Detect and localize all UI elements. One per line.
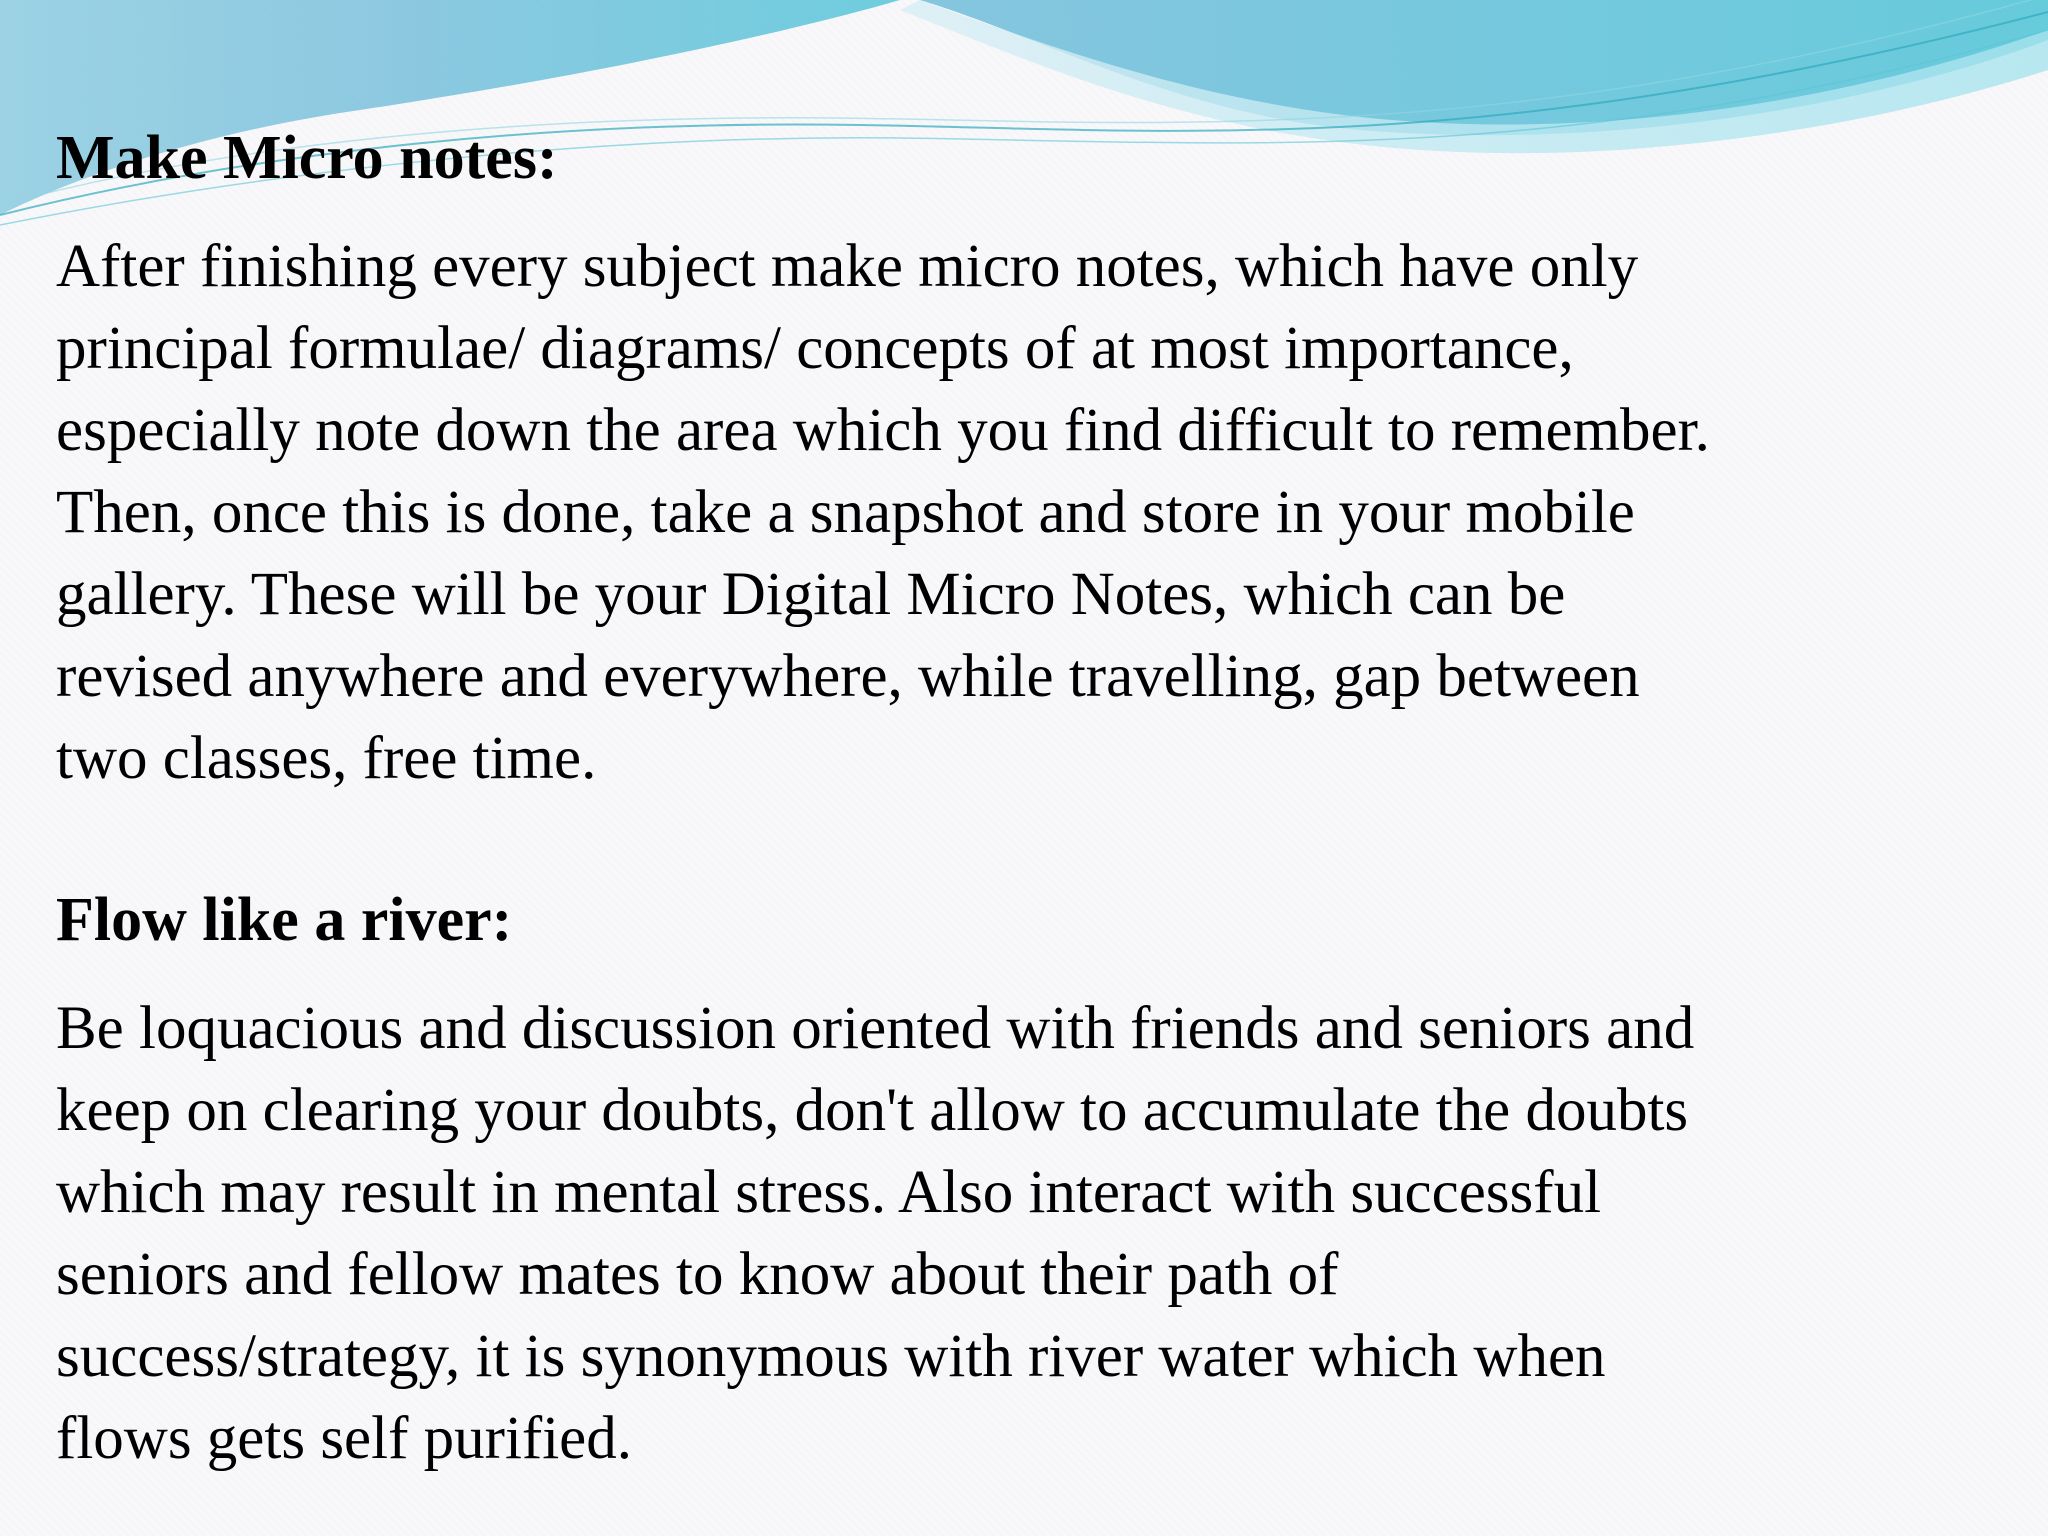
paragraph-line: two classes, free time. (56, 725, 597, 792)
paragraph-line: which may result in mental stress. Also interact with successful (56, 1159, 1602, 1226)
paragraph-line: especially note down the area which you find difficult to remember. (56, 397, 1710, 464)
section-paragraph-micro-notes (56, 226, 1996, 800)
paragraph-line: Be loquacious and discussion oriented with friends and seniors and (56, 995, 1695, 1062)
paragraph-line: After finishing every subject make micro notes, which have only (56, 233, 1639, 300)
paragraph-line: gallery. These will be your Digital Micro Notes, which can be (56, 561, 1566, 628)
paragraph-line: flows gets self purified. (56, 1405, 632, 1472)
paragraph-line: Then, once this is done, take a snapshot and store in your mobile (56, 479, 1635, 546)
slide-content (56, 118, 1996, 1480)
paragraph-line: success/strategy, it is synonymous with river water which when (56, 1323, 1606, 1390)
paragraph-line: revised anywhere and everywhere, while travelling, gap between (56, 643, 1640, 710)
paragraph-line: principal formulae/ diagrams/ concepts of at most importance, (56, 315, 1574, 382)
section-heading-micro-notes: Make Micro notes: (56, 124, 558, 192)
section-paragraph-flow-like-river (56, 988, 1996, 1480)
paragraph-line: keep on clearing your doubts, don't allow to accumulate the doubts (56, 1077, 1689, 1144)
section-heading-flow-like-river: Flow like a river: (56, 886, 513, 954)
paragraph-line: seniors and fellow mates to know about their path of (56, 1241, 1339, 1308)
